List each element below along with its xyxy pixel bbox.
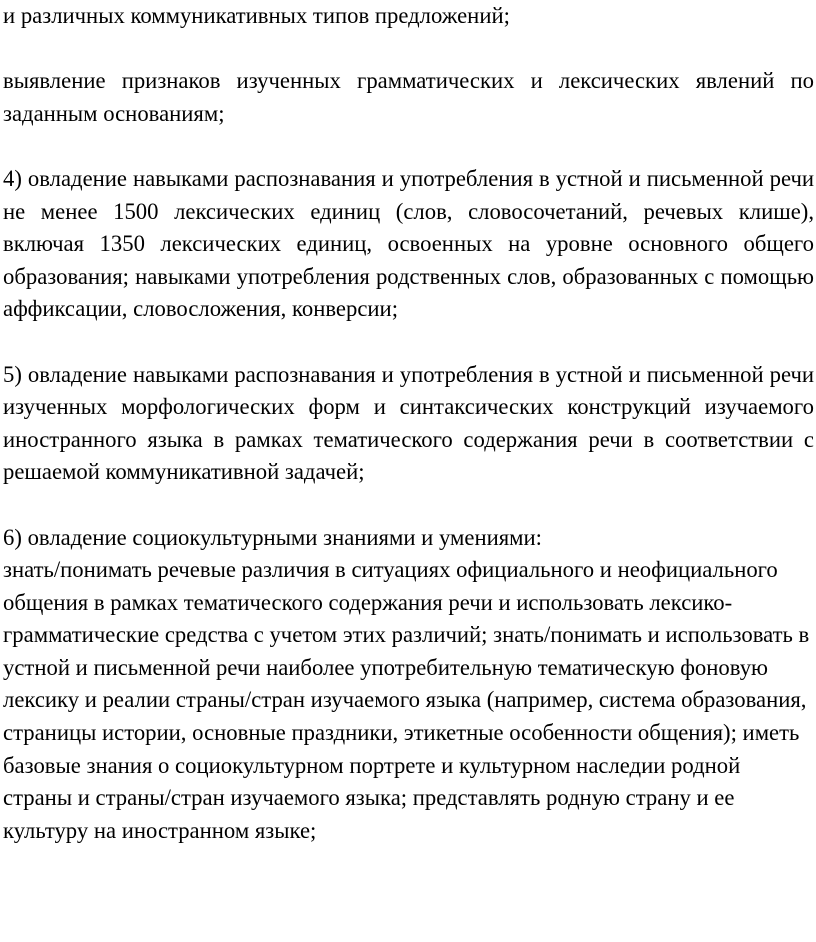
paragraph-spacer: [3, 489, 814, 522]
paragraph-spacer: [3, 33, 814, 66]
paragraph-grammar-lexical-phenomena: выявление признаков изученных грамматических и лексических явлений по заданным основаниям;: [3, 68, 814, 126]
paragraph-item-6-sociocultural-heading: 6) овладение социокультурными знаниями и умениями:: [3, 524, 542, 550]
paragraph-spacer: [3, 326, 814, 359]
paragraph-item-4-lexical-units: 4) овладение навыками распознавания и употребления в устной и письменной речи не менее 1500 лексических единиц (слов, словосочетаний, речевых клише), включая 1350 лексических единиц, освоенных на уровне основного общего образования; навыками употребления родственных слов, образованных с помощью аффиксации, словосложения, конверсии;: [3, 165, 814, 322]
paragraph-item-6-sociocultural-details: знать/понимать речевые различия в ситуациях официального и неофициального общения в рамках тематического содержания речи и использовать лексико-грамматические средства с учетом этих различий; знать/понимать и использовать в устной и письменной речи наиболее употребительную тематическую фоновую лексику и реалии страны/стран изучаемого языка (например, система образования, страницы истории, основные праздники, этикетные особенности общения); иметь базовые знания о социокультурном портрете и культурном наследии родной страны и страны/стран изучаемого языка; представлять родную страну и ее культуру на иностранном языке;: [3, 557, 810, 843]
paragraph-spacer: [3, 130, 814, 163]
paragraph-item-5-morphological-forms: 5) овладение навыками распознавания и употребления в устной и письменной речи изученных морфологических форм и синтаксических конструкций изучаемого иностранного языка в рамках тематического содержания речи в соответствии с решаемой коммуникативной задачей;: [3, 361, 814, 485]
paragraph-communicative-types: и различных коммуникативных типов предложений;: [3, 3, 510, 28]
